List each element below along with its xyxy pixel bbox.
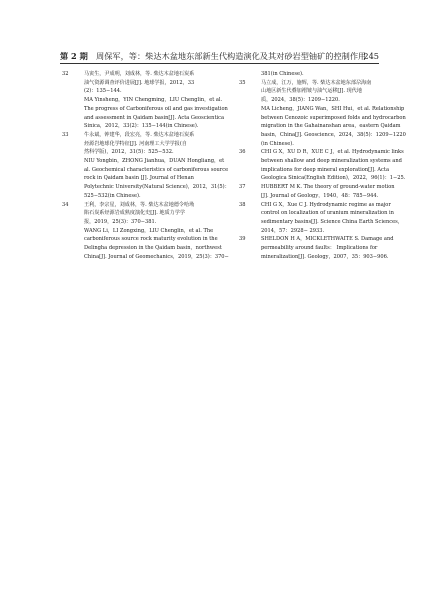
reference-entry — [62, 131, 230, 201]
reference-line: 报，2019，25(3)：370−381. — [84, 218, 157, 225]
reference-line: 2014，57：2928− 2933. — [261, 227, 325, 234]
reference-line: 王利，李宗星，刘成林，等. 柴达木盆地德令哈坳 — [84, 201, 195, 208]
reference-number: 34 — [62, 201, 69, 208]
reference-line: and assessment in Qaidam basin[J]. Acta Geoscientica — [84, 114, 225, 121]
reference-line: 525−532(in Chinese). — [84, 192, 141, 199]
reference-entry — [239, 201, 407, 236]
reference-line: 牛永斌，钟建华，段宏亮，等. 柴达木盆地石炭系 — [84, 131, 195, 138]
reference-entry — [62, 70, 230, 131]
reference-line: migration in the Gahainanshan area，eastern Qaidam — [261, 123, 401, 130]
reference-line: rock in Qaidam basin [J]. Journal of Henan — [84, 175, 194, 182]
page-number: 245 — [363, 51, 379, 61]
reference-line: 质，2024，38(5)：1209−1220. — [261, 97, 340, 104]
reference-line: 陷石炭系烃源岩成熟度演化史[J]. 地质力学学 — [84, 210, 185, 217]
reference-line: Geologica Sinica(English Edition)，2022，96(1)：1−25. — [261, 175, 406, 182]
reference-line: Sinica，2012，33(2)：135−144(in Chinese). — [84, 123, 199, 130]
reference-entry — [239, 70, 407, 79]
reference-line: Polytechnic University(Natural Science)，2012，31(5)： — [84, 184, 230, 191]
reference-line: MA Licheng，JIANG Wan，SHI Hui，et al. Relationship — [261, 105, 405, 112]
reference-line: WANG Li，LI Zongxing，LIU Chenglin，et al. The — [84, 227, 214, 234]
reference-line: Delingha depression in the Qaidam basin，northwest — [84, 245, 222, 252]
reference-entry — [239, 148, 407, 183]
reference-number: 35 — [239, 79, 246, 86]
reference-entry — [239, 235, 407, 261]
reference-line: control on localization of uranium mineralization in — [261, 210, 394, 217]
reference-line: [J]. Journal of Geology，1940，48：785−944. — [261, 192, 379, 199]
reference-entry — [239, 79, 407, 149]
reference-number: 36 — [239, 149, 246, 156]
reference-line: The progress of Carboniferous oil and gas investigation — [84, 105, 228, 112]
reference-line: China[J]. Journal of Geomechanics，2019，25(3)：370− — [84, 253, 229, 260]
issue-label: 第 2 期 — [60, 51, 88, 61]
references-right-column — [239, 70, 407, 261]
references-left-column — [62, 70, 230, 261]
reference-number: 32 — [62, 71, 69, 77]
reference-line: MA Yinsheng，YIN Chengming，LIU Chenglin，et al. — [84, 97, 223, 104]
reference-line: HUBBERT M K. The theory of ground-water motion — [261, 184, 395, 191]
reference-number: 38 — [239, 201, 246, 208]
reference-entry — [62, 201, 230, 262]
reference-line: mineralization[J]. Geology，2007，35：903−906. — [261, 253, 389, 260]
reference-line: al. Geochemical characteristics of carboniferous source — [84, 166, 229, 173]
reference-line: carboniferous source rock maturity evolution in the — [84, 236, 218, 243]
reference-entry — [239, 183, 407, 200]
reference-line: between shallow and deep mineralization systems and — [261, 158, 402, 165]
reference-line: CHI G X，XU D R，XUE C J，et al. Hydrodynamic links — [261, 149, 404, 156]
reference-line: implications for deep mineral exploration[J]. Acta — [261, 166, 389, 173]
reference-line: (2)：135−144. — [84, 88, 122, 95]
reference-line: basin，China[J]. Geoscience，2024，38(5)：1209−1220 — [261, 131, 406, 138]
reference-line: SHELDON H A，MICKLETHWAITE S. Damage and — [261, 236, 394, 243]
running-header — [60, 49, 379, 64]
reference-line: CHI G X，Xue C J. Hydrodynamic regime as major — [261, 201, 391, 208]
reference-line: 然科学版)，2012，31(5)：525−532. — [84, 149, 174, 156]
reference-number: 33 — [62, 131, 69, 138]
reference-number: 37 — [239, 184, 246, 191]
reference-line: between Cenozoic superimposed folds and hydrocarbon — [261, 114, 406, 121]
reference-line: 油气资源调查评价进展[J]. 地球学报，2012，33 — [84, 79, 195, 86]
reference-line: permeability around faults： Implications for — [261, 245, 378, 252]
reference-number: 39 — [239, 236, 246, 243]
running-title: 周保军，等：柴达木盆地东部新生代构造演化及其对砂岩型铀矿的控制作用 — [96, 51, 367, 61]
reference-line: NIU Yongbin，ZHONG Jianhua，DUAN Hongliang，et — [84, 158, 225, 165]
reference-line: 烃源岩地球化学特征[J]. 河南理工大学学报(自 — [84, 140, 187, 147]
reference-line: 马立成，江万，施辉，等. 柴达木盆地东部尕海南 — [261, 79, 372, 86]
reference-line: 381(in Chinese). — [261, 71, 304, 77]
reference-line: sedimentary basins[J]. Science China Earth Sciences， — [261, 218, 403, 225]
reference-line: 马寅生，尹成明，刘成林，等. 柴达木盆地石炭系 — [84, 71, 195, 77]
reference-line: (in Chinese). — [261, 140, 294, 147]
reference-line: 山地区新生代叠加褶皱与油气运移[J]. 现代地 — [261, 88, 362, 95]
